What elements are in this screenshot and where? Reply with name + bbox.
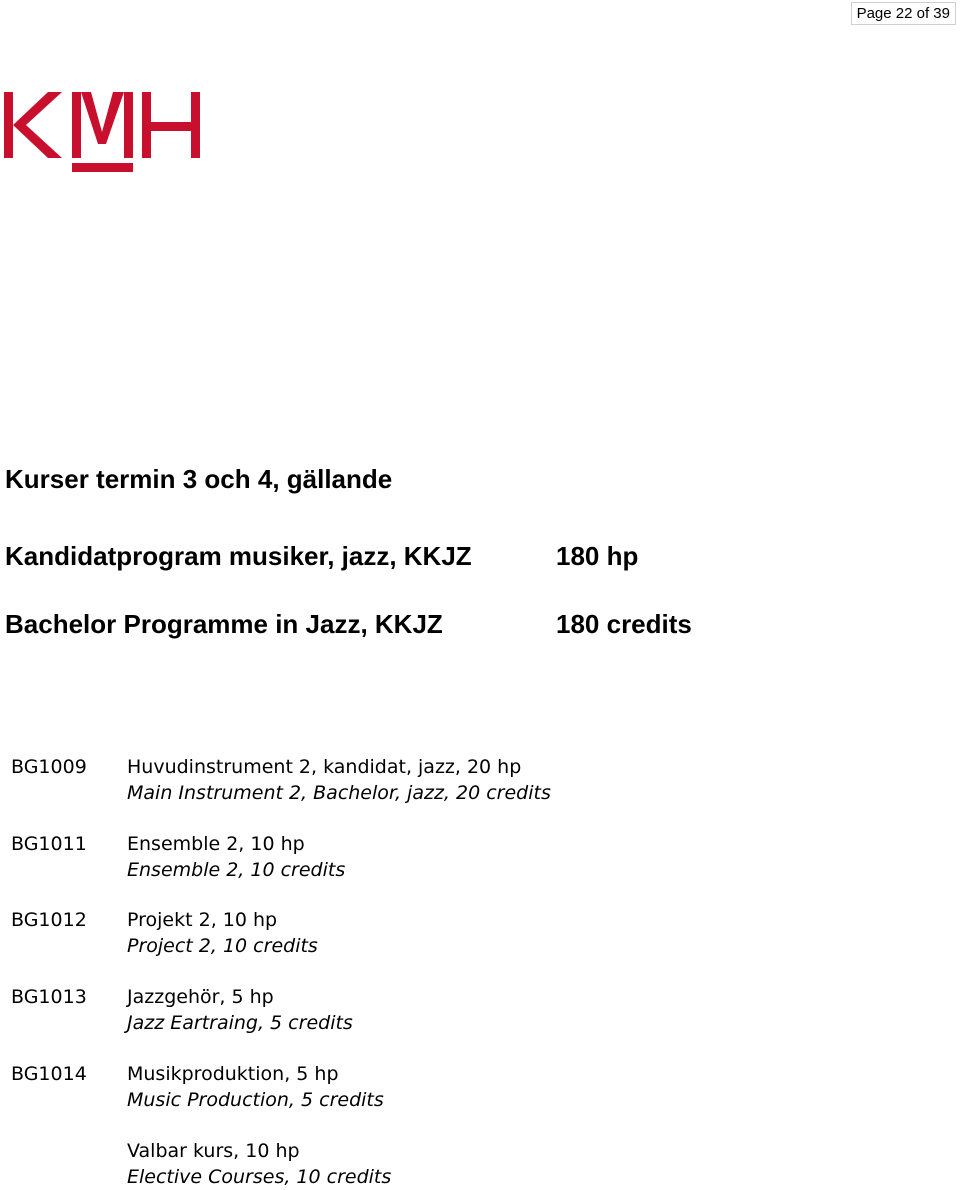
course-code: BG1014 [11,1063,87,1085]
course-name-sv: Valbar kurs, 10 hp [127,1140,300,1162]
programme-credits-sv: 180 hp [556,541,639,571]
programme-name-sv: Kandidatprogram musiker, jazz, KKJZ [5,541,472,571]
course-name-sv: Projekt 2, 10 hp [127,909,278,931]
course-code: BG1011 [11,833,87,855]
course-code: BG1012 [11,909,87,931]
page-number: Page 22 of 39 [851,2,956,25]
course-name-en: Project 2, 10 credits [127,935,318,957]
kmh-logo-icon [4,92,204,174]
programme-credits-en: 180 credits [556,609,692,639]
course-name-en: Main Instrument 2, Bachelor, jazz, 20 credits [127,782,551,804]
page-heading: Kurser termin 3 och 4, gällande [5,464,393,494]
course-name-sv: Musikproduktion, 5 hp [127,1063,339,1085]
course-name-en: Elective Courses, 10 credits [127,1166,392,1188]
course-name-en: Ensemble 2, 10 credits [127,859,346,881]
course-name-sv: Huvudinstrument 2, kandidat, jazz, 20 hp [127,756,522,778]
course-name-sv: Jazzgehör, 5 hp [127,986,274,1008]
programme-name-en: Bachelor Programme in Jazz, KKJZ [5,609,443,639]
course-code: BG1009 [11,756,87,778]
kmh-logo [4,92,204,179]
course-name-sv: Ensemble 2, 10 hp [127,833,305,855]
course-name-en: Music Production, 5 credits [127,1089,384,1111]
course-code: BG1013 [11,986,87,1008]
course-name-en: Jazz Eartraing, 5 credits [127,1012,353,1034]
